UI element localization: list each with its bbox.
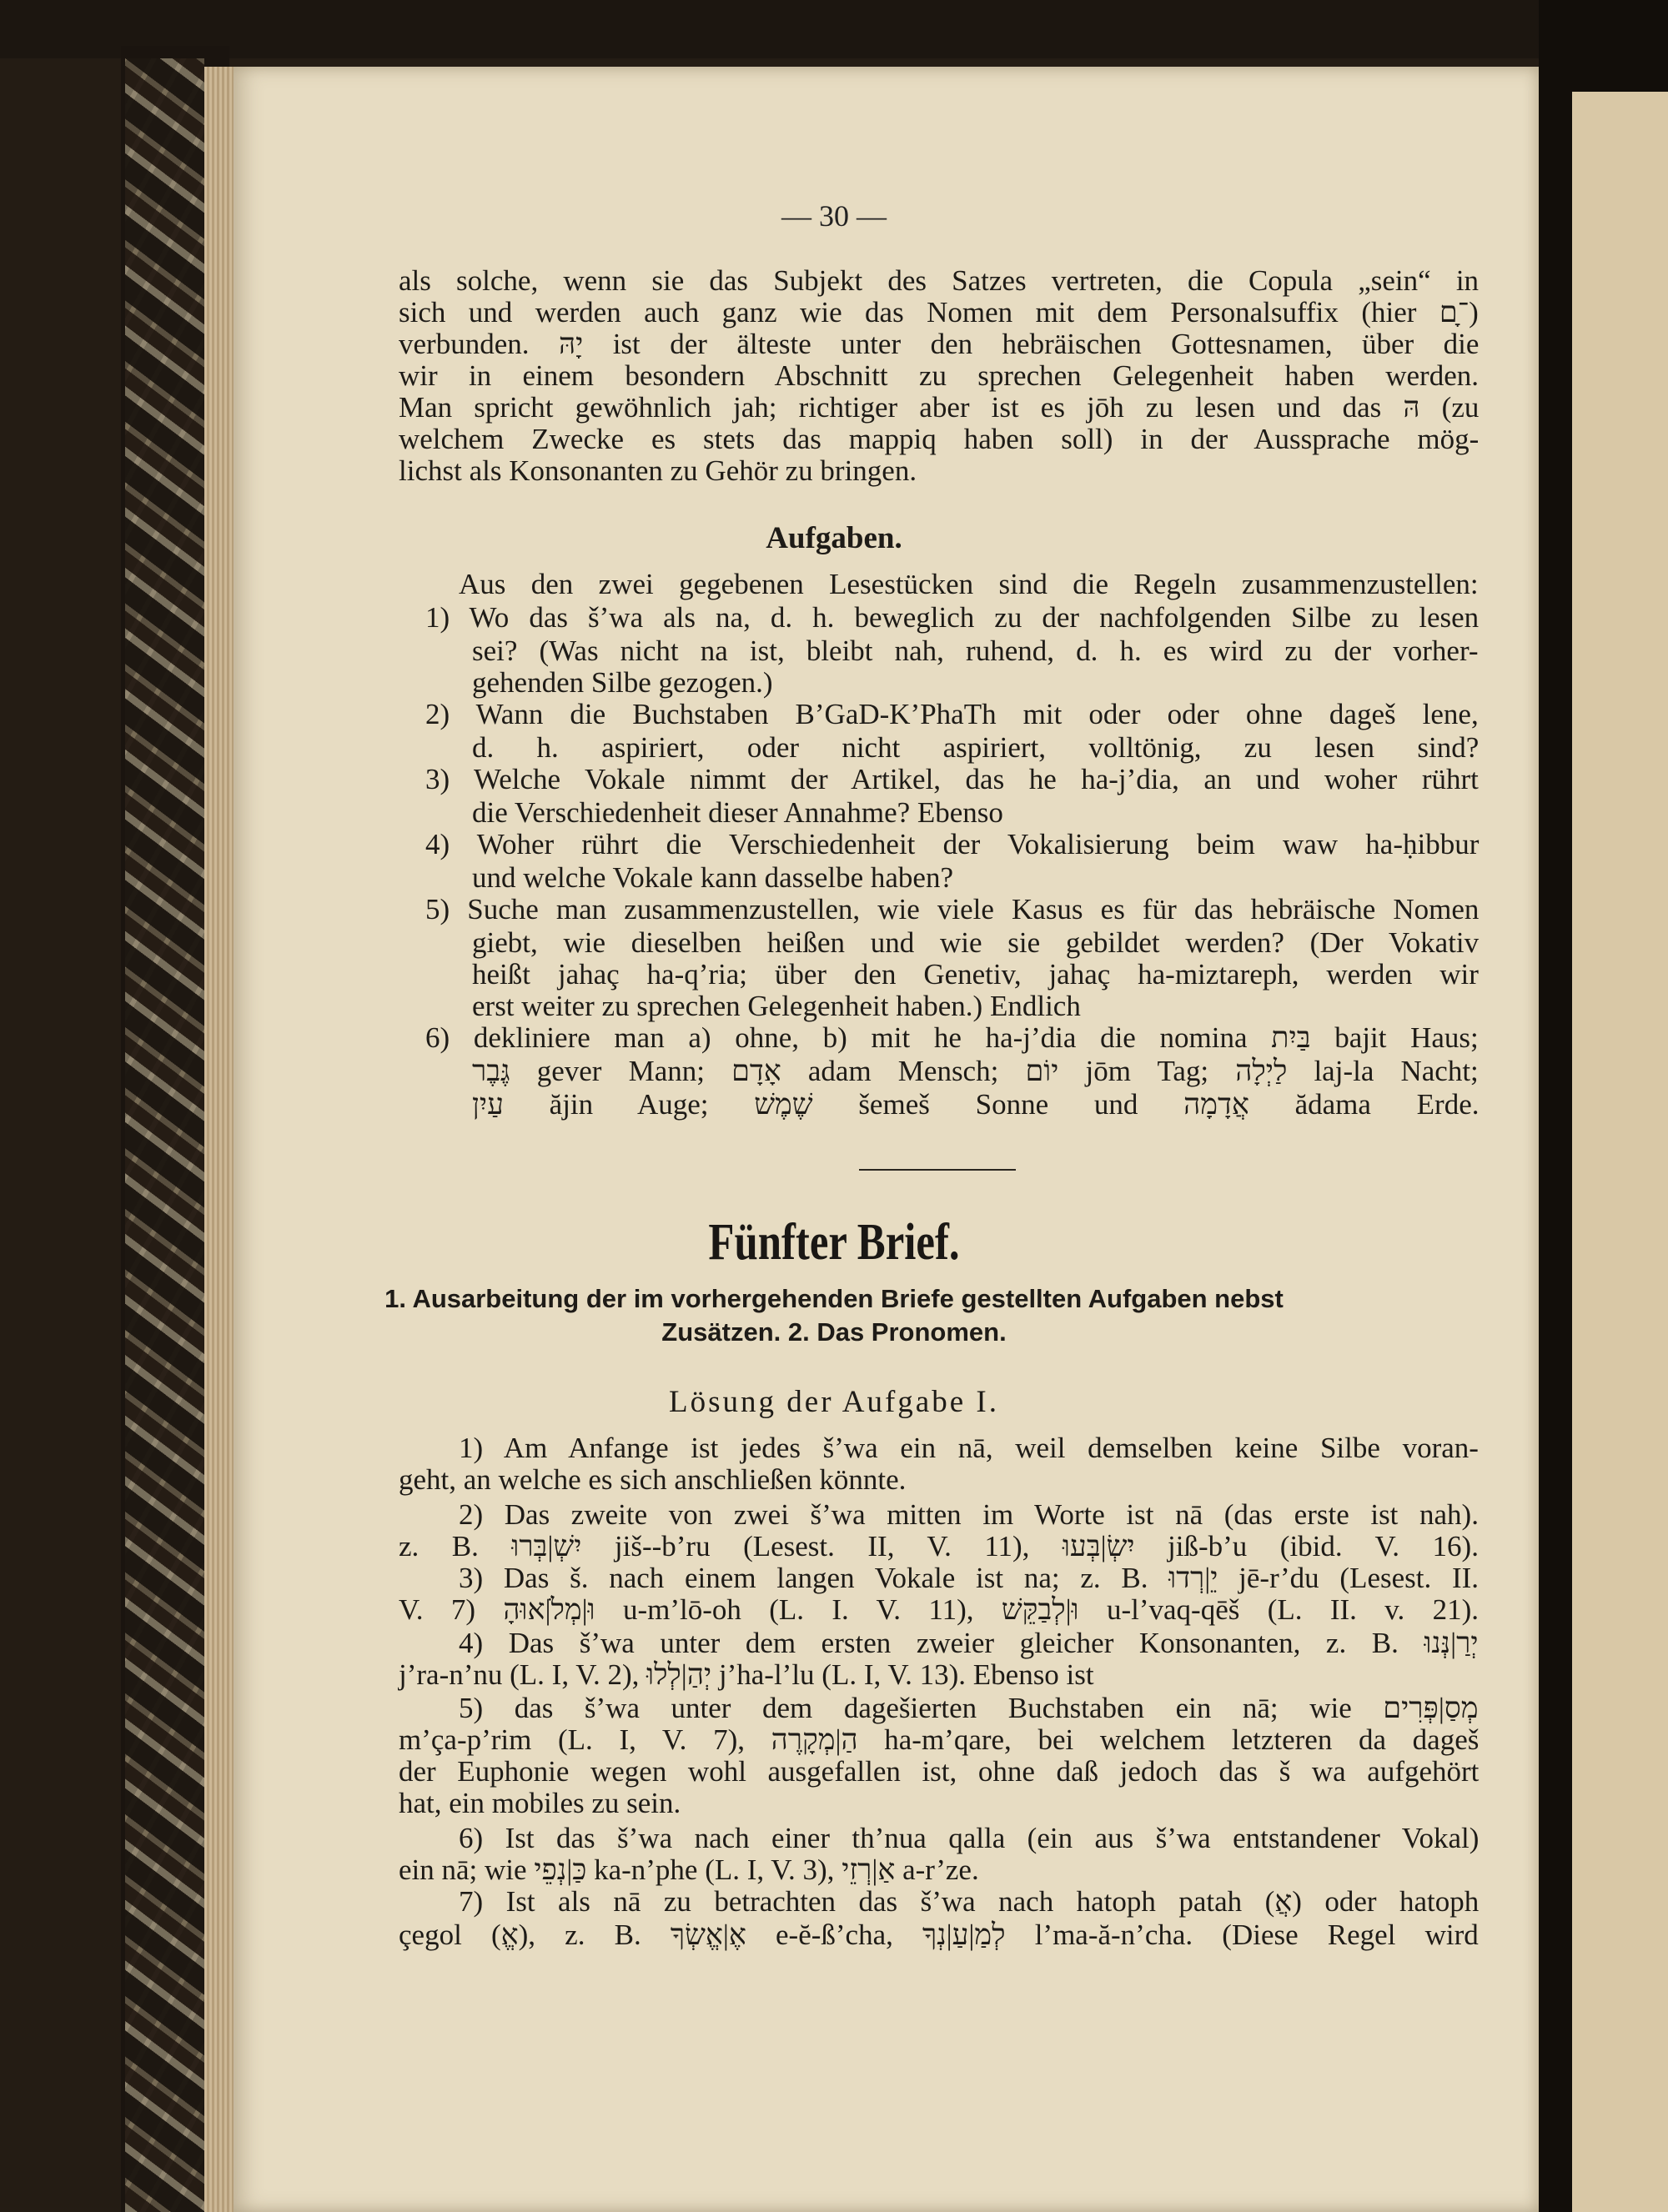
loesung-line: 6) Ist das š’wa nach einer th’nua qalla (ein aus š’wa entstandener Vokal) (459, 1822, 1480, 1854)
page-edges (204, 67, 238, 2212)
loesung-line: 7) Ist als nā zu betrachten das š’wa nach hatoph patah (אֲ) oder hatoph (459, 1885, 1480, 1918)
section-divider (859, 1169, 1016, 1171)
loesung-line: 3) Das š. nach einem langen Vokale ist na; z. B. יֵ|רְדוּ jē-r’du (Lesest. II. (459, 1562, 1480, 1594)
chapter-title: Fünfter Brief. (708, 1214, 960, 1271)
aufgaben-line: gehenden Silbe gezogen.) (472, 666, 773, 699)
aufgaben-line: giebt, wie dieselben heißen und wie sie gebildet werden? (Der Vokativ (472, 926, 1480, 959)
intro-line: lichst als Konsonanten zu Gehör zu bringen. (399, 454, 917, 487)
aufgaben-line: die Verschiedenheit dieser Annahme? Ebenso (472, 796, 1003, 829)
aufgaben-line: 3) Welche Vokale nimmt der Artikel, das he ha-j’dia, an und woher rührt (425, 763, 1479, 795)
loesung-line: çegol (אֱ), z. B. אֶ|אֱשְׂךָ e-ĕ-ß’cha, לְמַ|עַ|נְךָ l’ma-ă-n’cha. (Diese Regel wird (399, 1919, 1479, 1951)
loesung-line: j’ra-n’nu (L. I, V. 2), יְהַ|לְלוּ j’ha-l’lu (L. I, V. 13). Ebenso ist (399, 1658, 1094, 1691)
chapter-subtitle-line-1: 1. Ausarbeitung der im vorhergehenden Briefe gestellten Aufgaben nebst (384, 1284, 1284, 1313)
aufgaben-line: erst weiter zu sprechen Gelegenheit haben.) Endlich (472, 990, 1081, 1022)
intro-line: verbunden. יָהּ ist der älteste unter den hebräischen Gottesnamen, über die (399, 328, 1480, 360)
loesung-line: V. 7) וּ|מְלֹ|אוּהָ u-m’lō-oh (L. I. V. 11), וּ|לְבַקֵּשׁ u-l’vaq-qēš (L. II. v. 21). (399, 1593, 1480, 1626)
aufgaben-line: 6) dekliniere man a) ohne, b) mit he ha-j’dia die nomina בַּיִת bajit Haus; (425, 1021, 1479, 1054)
facing-page (1572, 92, 1668, 2212)
aufgaben-line: sei? (Was nicht na ist, bleibt nah, ruhend, d. h. es wird zu der vorher- (472, 635, 1479, 667)
solution-heading: Lösung der Aufgabe I. (669, 1385, 999, 1419)
chapter-subtitle-line-2: Zusätzen. 2. Das Pronomen. (661, 1317, 1007, 1347)
aufgaben-line: 5) Suche man zusammenzustellen, wie viele Kasus es für das hebräische Nomen (425, 893, 1480, 925)
loesung-line: m’ça-p’rim (L. I, V. 7), הַ|מְקָרֶה ha-m’qare, bei welchem letzteren da dageš (399, 1723, 1480, 1756)
section-heading-aufgaben: Aufgaben. (766, 521, 902, 555)
loesung-line: ein nā; wie כַּ|נְפֵי ka-n’phe (L. I, V. 3), אַ|רְזֵי a-r’ze. (399, 1853, 979, 1886)
aufgaben-line: d. h. aspiriert, oder nicht aspiriert, volltönig, zu lesen sind? (472, 731, 1480, 764)
intro-line: Man spricht gewöhnlich jah; richtiger aber ist es jōh zu lesen und das הּ (zu (399, 391, 1480, 424)
marbled-edge (125, 58, 204, 2212)
loesung-line: 5) das š’wa unter dem dagešierten Buchstaben ein nā; wie מְסַ|פְּרִים (459, 1692, 1479, 1724)
loesung-line: hat, ein mobiles zu sein. (399, 1787, 681, 1819)
intro-line: wir in einem besondern Abschnitt zu sprechen Gelegenheit haben werden. (399, 359, 1479, 392)
loesung-line: z. B. יִשְׁ|בְּרוּ jiš--b’ru (Lesest. II, V. 11), יִשְׂ|בְּעוּ jiß-b’u (ibid. V. 16). (399, 1530, 1479, 1562)
aufgaben-line: גֶּבֶר gever Mann; אָדָם adam Mensch; יוֹם jōm Tag; לַיְלָה laj-la Nacht; (472, 1055, 1479, 1087)
loesung-line: 2) Das zweite von zwei š’wa mitten im Worte ist nā (das erste ist nah). (459, 1498, 1479, 1531)
aufgaben-line: 4) Woher rührt die Verschiedenheit der Vokalisierung beim waw ha-ḥibbur (425, 828, 1480, 860)
loesung-line: der Euphonie wegen wohl ausgefallen ist, ohne daß jedoch das š wa aufgehört (399, 1755, 1480, 1788)
loesung-line: geht, an welche es sich anschließen könnte. (399, 1463, 907, 1496)
intro-line: sich und werden auch ganz wie das Nomen mit dem Personalsuffix (hier ־ָם) (399, 296, 1479, 329)
aufgaben-line: עַיִן ăjin Auge; שֶׁמֶשׁ šemeš Sonne und אֲדָמָה ădama Erde. (472, 1088, 1480, 1121)
background-top (0, 0, 1668, 58)
page-number: — 30 — (781, 199, 887, 233)
loesung-line: 1) Am Anfange ist jedes š’wa ein nā, weil demselben keine Silbe voran- (459, 1432, 1479, 1464)
loesung-line: 4) Das š’wa unter dem ersten zweier gleicher Konsonanten, z. B. יְרַ|נְּנוּ (459, 1627, 1479, 1659)
aufgaben-line: 1) Wo das š’wa als na, d. h. beweglich zu der nachfolgenden Silbe zu lesen (425, 601, 1480, 634)
intro-line: als solche, wenn sie das Subjekt des Satzes vertreten, die Copula „sein“ in (399, 264, 1480, 297)
intro-line: welchem Zwecke es stets das mappiq haben soll) in der Aussprache mög- (399, 423, 1480, 455)
aufgaben-line: heißt jahaç ha-q’ria; über den Genetiv, jahaç ha-miztareph, werden wir (472, 958, 1479, 991)
aufgaben-line: und welche Vokale kann dasselbe haben? (472, 861, 953, 894)
aufgaben-line: Aus den zwei gegebenen Lesestücken sind die Regeln zusammenzustellen: (459, 568, 1479, 600)
aufgaben-line: 2) Wann die Buchstaben B’GaD-K’PhaTh mit oder oder ohne dageš lene, (425, 698, 1479, 730)
